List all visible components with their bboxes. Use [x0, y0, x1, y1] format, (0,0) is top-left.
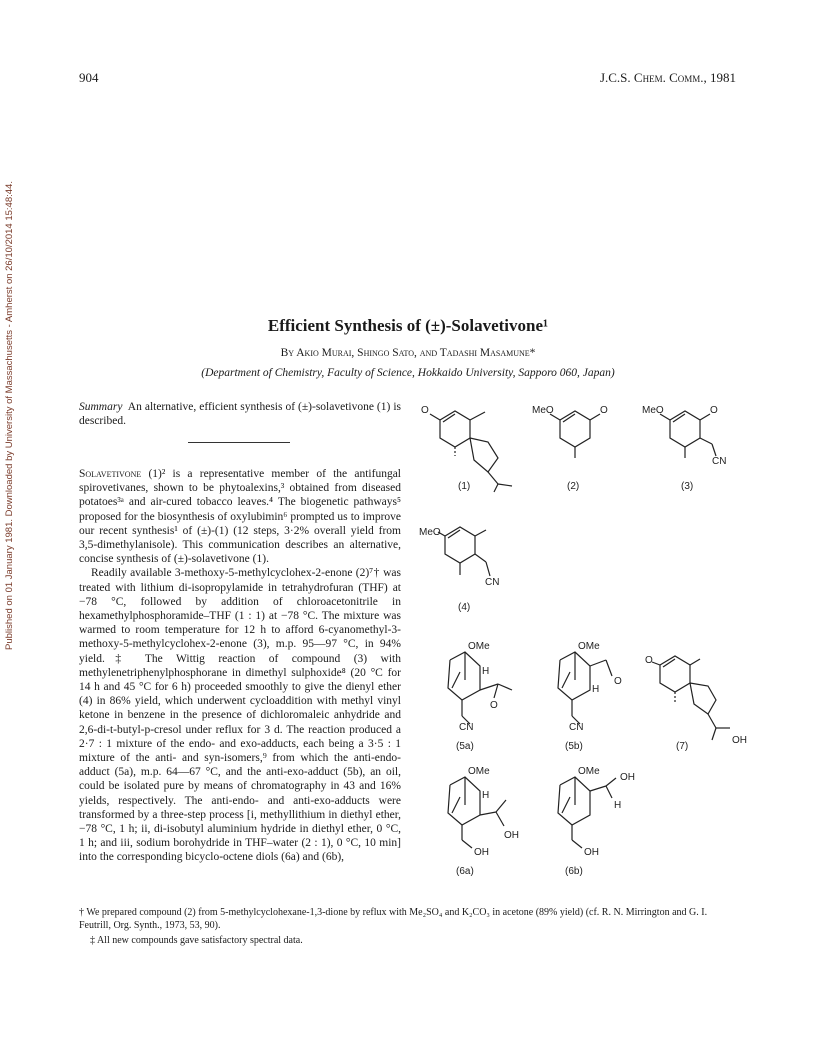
- compound-label-4: (4): [458, 602, 471, 613]
- structure-7: [652, 656, 730, 740]
- atom-label-oh: OH: [504, 830, 519, 841]
- structure-5a: [448, 652, 512, 724]
- atom-label-h: H: [614, 800, 622, 811]
- lead-word: Solavetivone: [79, 468, 142, 480]
- structure-2: [550, 411, 600, 458]
- atom-label-cn: CN: [569, 722, 584, 733]
- atom-label-h: H: [592, 684, 600, 695]
- atom-label-ome: OMe: [578, 766, 600, 777]
- atom-label-oh: OH: [584, 847, 599, 858]
- atom-label-o: O: [490, 700, 498, 711]
- atom-label-o: O: [645, 655, 653, 666]
- atom-label-oh: OH: [732, 735, 747, 746]
- page-number: 904: [79, 70, 99, 85]
- atom-label-cn: CN: [459, 722, 474, 733]
- compound-label-5b: (5b): [565, 741, 583, 752]
- journal-header: J.C.S. Chem. Comm., 1981: [599, 70, 736, 85]
- compound-label-6a: (6a): [456, 866, 474, 877]
- structure-6b: [558, 777, 616, 848]
- article-title: Efficient Synthesis of (±)-Solavetivone¹: [267, 316, 549, 335]
- structure-4: [438, 527, 490, 576]
- summary-text: An alternative, efficient synthesis of (±)-solavetivone (1) is described.: [79, 401, 401, 428]
- atom-label-cn: CN: [485, 577, 500, 588]
- summary-label: Summary: [79, 401, 123, 413]
- footnote-double-dagger: ‡ All new compounds gave satisfactory spectral data.: [90, 935, 303, 946]
- compound-label-2: (2): [567, 481, 580, 492]
- affiliation: (Department of Chemistry, Faculty of Science, Hokkaido University, Sapporo 060, Japan): [201, 367, 615, 379]
- paragraph-2: Readily available 3-methoxy-5-methylcyclohex-2-enone (2)⁷† was treated with lithium di-isopropylamide in tetrahydrofuran (THF) at −78 °C, followed by addition of chloroacetonitrile in hexamethylphosphoramide–THF (1 : 1) at −78 °C. The mixture was warmed to room temperature for 12 h to afford 6-cyanomethyl-3-methoxy-5-methylcyclohex-2-enone (3), m.p. 95—97 °C, in 94% yield.‡ The Wittig reaction of compound (3) with methylenetriphenylphosphorane in dimethyl sulphoxide⁸ (20 °C for 14 h and 45 °C for 6 h) proceeded smoothly to give the dienyl ether (4) in 86% yield, which underwent cycloaddition with methyl vinyl ketone in benzene in the presence of dichloromaleic anhydride and 2,6-di-t-butyl-p-cresol under reflux for 3 d. The reaction produced a 2·7 : 1 mixture of the endo- and exo-adducts, each being a 3·5 : 1 mixture of the anti- and syn-isomers,⁹ from which the anti-endo-adduct (5a), m.p. 64—67 °C, and the anti-exo-adduct (5b), an oil, could be isolated pure by means of chromatography in 43 and 16% yields, respectively. The anti-endo- and anti-exo-adducts were transformed by a three-step process [i, methyllithium in diethyl ether, −78 °C, 1 h; ii, di-isobutyl aluminium hydride in diethyl ether, 0 °C, 1 h; and iii, sodium borohydride in THF–water (2 : 1), 0 °C, 10 min] into the corresponding bicyclo-octene diols (6a) and (6b),: [79, 567, 401, 864]
- atom-label-ome: OMe: [468, 641, 490, 652]
- atom-label-o: O: [614, 676, 622, 687]
- structure-5b: [558, 652, 612, 724]
- atom-label-oh: OH: [620, 772, 635, 783]
- atom-label-o: O: [421, 405, 429, 416]
- structure-1: [430, 411, 512, 492]
- atom-label-ome: OMe: [578, 641, 600, 652]
- compound-label-5a: (5a): [456, 741, 474, 752]
- structure-3: [660, 411, 716, 458]
- footnote-dagger: † We prepared compound (2) from 5-methylcyclohexane-1,3-dione by reflux with Me₂SO₄ and K₂CO₃ in acetone (89% yield) (cf. R. N. Mirrington and G. I. Feutrill, Org. Synth., 1973, 53, 90).: [79, 907, 708, 931]
- compound-label-6b: (6b): [565, 866, 583, 877]
- download-watermark: Published on 01 January 1981. Downloaded by University of Massachusetts - Amherst on 26/10/2014 15:48:44.: [4, 181, 15, 650]
- atom-label-h: H: [482, 790, 490, 801]
- compound-label-3: (3): [681, 481, 694, 492]
- atom-label-h: H: [482, 666, 490, 677]
- atom-label-oh: OH: [474, 847, 489, 858]
- compound-label-1: (1): [458, 481, 471, 492]
- atom-label-o: O: [710, 405, 718, 416]
- atom-label-meo: MeO: [642, 405, 664, 416]
- compound-label-7: (7): [676, 741, 689, 752]
- paragraph-1-text: (1)² is a representative member of the antifungal spirovetivanes, shown to be phytoalexins,³ obtained from diseased potatoes³ᵃ and air-cured tobacco leaves.⁴ The biogenetic pathways⁵ proposed for the biosynthesis of oxylubimin⁶ prompted us to improve our recent synthesis¹ of (±)-(1) (12 steps, 3·2% overall yield from 3,5-dimethylanisole). This communication describes an alternative, concise synthesis of (±)-solavetivone (1).: [79, 468, 401, 566]
- atom-label-meo: MeO: [419, 527, 441, 538]
- atom-label-cn: CN: [712, 456, 727, 467]
- atom-label-ome: OMe: [468, 766, 490, 777]
- atom-label-meo: MeO: [532, 405, 554, 416]
- atom-label-o: O: [600, 405, 608, 416]
- structure-6a: [448, 777, 506, 848]
- author-byline: By Akio Murai, Shingo Sato, and Tadashi Masamune*: [280, 347, 536, 359]
